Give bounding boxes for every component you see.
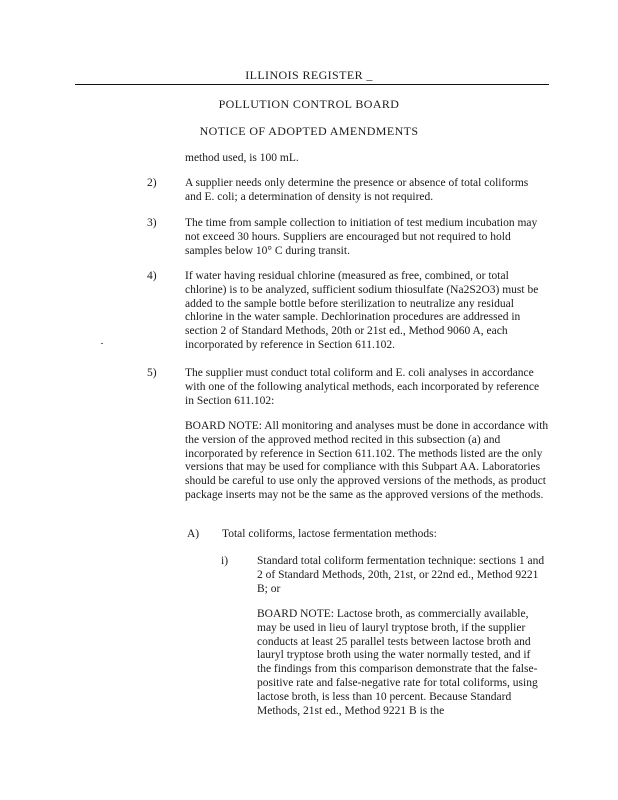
item-i-board-note: BOARD NOTE: Lactose broth, as commercially available, may be used in lieu of lauryl tryptose broth, if the supplier conducts at least 25 parallel tests between lactose broth and lauryl tryptose broth using the water normally tested, and if the findings from this comparison demonstrate that the false-positive rate and false-negative rate for total coliforms, using lactose broth, is less than 10 percent. Because Standard Methods, 21st ed., Method 9221 B is the xyxy=(257,608,538,717)
header-rule xyxy=(75,84,549,85)
item-A-number: A) xyxy=(187,528,200,540)
board-title: POLLUTION CONTROL BOARD xyxy=(218,97,400,111)
item-2-number: 2) xyxy=(147,177,157,189)
notice-title: NOTICE OF ADOPTED AMENDMENTS xyxy=(199,124,419,138)
item-4-number: 4) xyxy=(147,270,157,282)
item-i-number: i) xyxy=(221,555,229,567)
item-2-text: A supplier needs only determine the presence or absence of total coliforms and E. coli; a determination of density is not required. xyxy=(185,177,529,203)
item-3-text: The time from sample collection to initiation of test medium incubation may not exceed 30 hours. Suppliers are encouraged but not required to hold samples below 10° C during transit. xyxy=(185,217,538,257)
item-5-board-note: BOARD NOTE: All monitoring and analyses must be done in accordance with the version of the approved method recited in this subsection (a) and incorporated by reference in Section 611.102. The methods listed are the only versions that may be used for compliance with this Subpart AA. Laboratories should be careful to use only the approved versions of the methods, as product package inserts may not be the same as the approved versions of the methods. xyxy=(185,420,549,501)
item-i-text: Standard total coliform fermentation technique: sections 1 and 2 of Standard Methods, 20th, 21st, or 22nd ed., Method 9221 B; or xyxy=(257,555,545,595)
continuation-text: method used, is 100 mL. xyxy=(185,152,299,164)
scan-speck xyxy=(101,343,103,344)
item-5-number: 5) xyxy=(147,367,157,379)
item-A-text: Total coliforms, lactose fermentation methods: xyxy=(222,528,437,540)
register-title: ILLINOIS REGISTER _ xyxy=(245,68,373,82)
item-4-text: If water having residual chlorine (measured as free, combined, or total chlorine) is to be analyzed, sufficient sodium thiosulfate (Na2S2O3) must be added to the sample bottle before sterilization to neutralize any residual chlorine in the water sample. Dechlorination procedures are addressed in section 2 of Standard Methods, 20th or 21st ed., Method 9060 A, each incorporated by reference in Section 611.102. xyxy=(185,270,539,351)
item-3-number: 3) xyxy=(147,217,157,229)
item-5-text: The supplier must conduct total coliform and E. coli analyses in accordance with one of the following analytical methods, each incorporated by reference in Section 611.102: xyxy=(185,367,540,407)
